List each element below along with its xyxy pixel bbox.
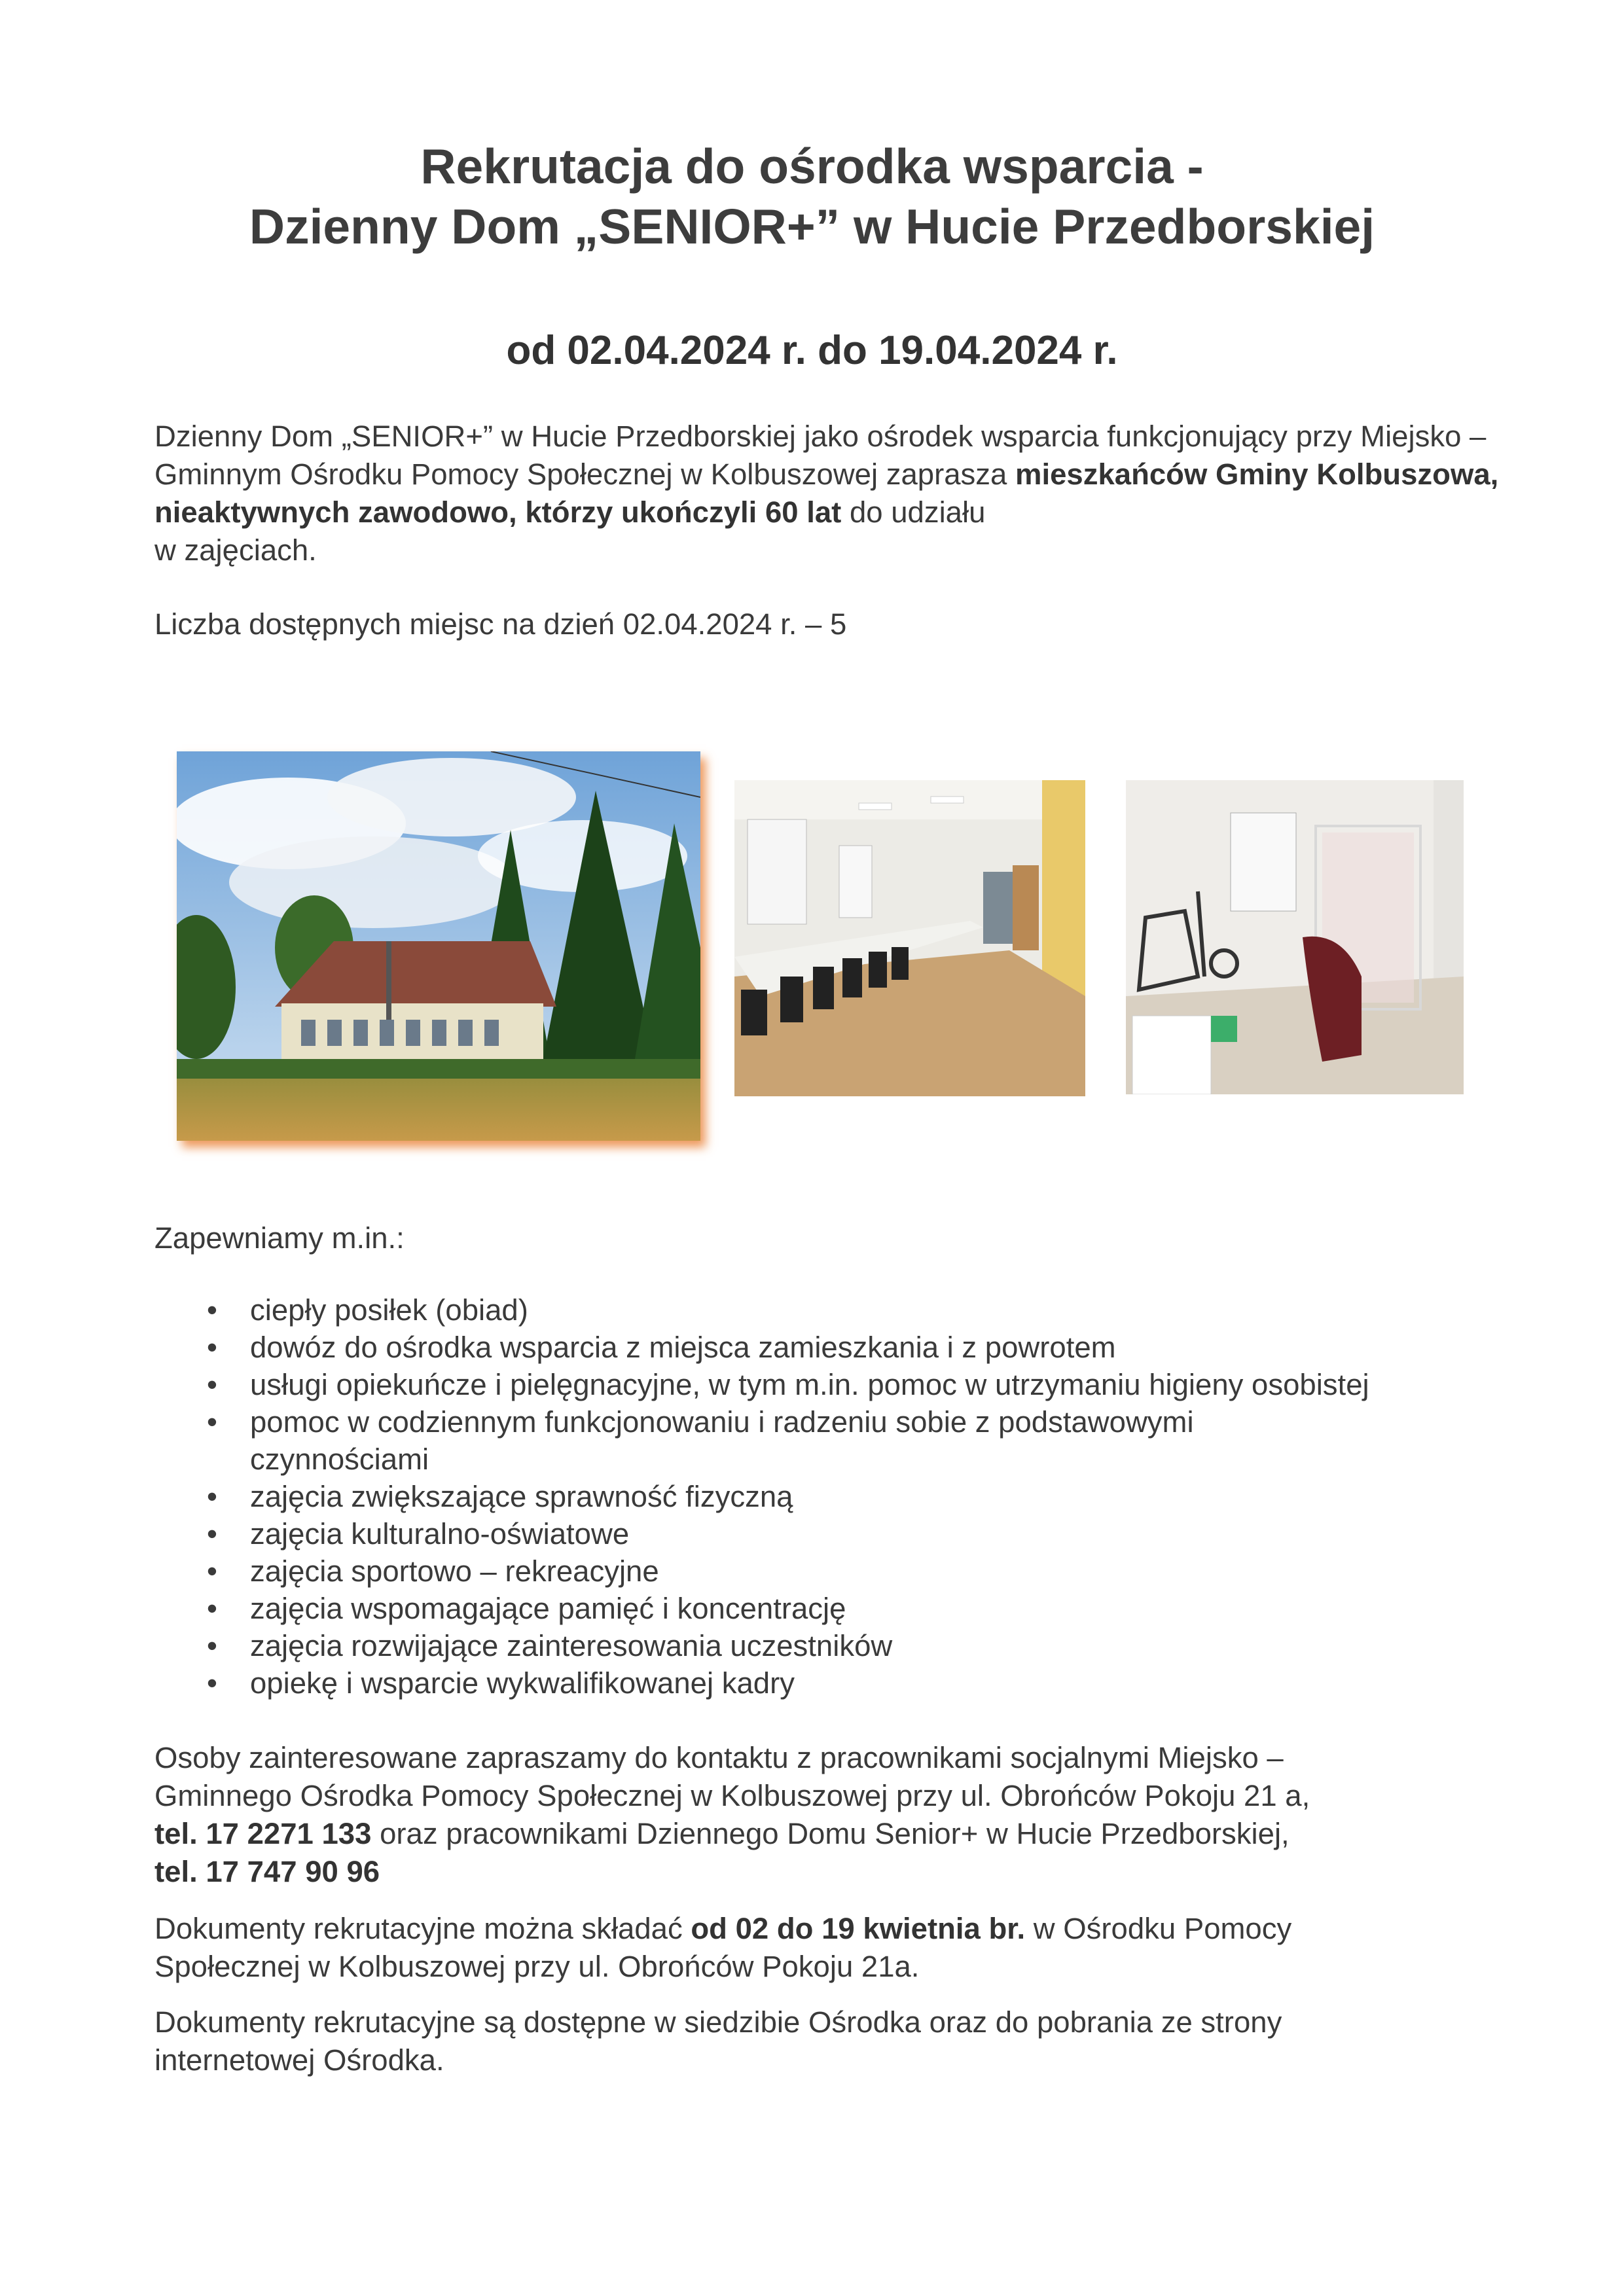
list-item: • dowóz do ośrodka wsparcia z miejsca zamieszkania i z powrotem	[154, 1329, 1529, 1366]
list-item: • ciepły posiłek (obiad)	[154, 1291, 1529, 1329]
recruitment-dates: od 02.04.2024 r. do 19.04.2024 r.	[506, 328, 1118, 373]
bullet-icon: •	[207, 1517, 217, 1551]
bullet-icon: •	[207, 1368, 217, 1401]
bullet-icon: •	[207, 1293, 217, 1327]
contact-paragraph: Osoby zainteresowane zapraszamy do kontaktu z pracownikami socjalnymi Miejsko – Gminnego Ośrodka Pomocy Społecznej w Kolbuszowej przy ul. Obrońców Pokoju 21 a, tel. 17 2271 133 oraz pracownikami Dziennego Domu Senior+ w Hucie Przedborskiej, tel. 17 747 90 96	[154, 1741, 1310, 1888]
intro-text: Dzienny Dom „SENIOR+” w Hucie Przedborskiej jako ośrodek wsparcia funkcjonujący przy Miejsko – Gminnym Ośrodku Pomocy Społecznej w Kolbuszowej zaprasza	[154, 420, 1487, 491]
bullet-icon: •	[207, 1666, 217, 1700]
bullet-icon: •	[207, 1405, 217, 1439]
bullet-icon: •	[207, 1592, 217, 1625]
phone-senior-home: tel. 17 747 90 96	[154, 1855, 380, 1888]
phone-mgops: tel. 17 2271 133	[154, 1817, 372, 1850]
submission-dates: od 02 do 19 kwietnia br.	[691, 1912, 1026, 1945]
intro-target-group: mieszkańców Gminy Kolbuszowa, nieaktywnych zawodowo, którzy ukończyli 60 lat	[154, 457, 1499, 529]
page-title	[0, 136, 1624, 257]
provide-heading: Zapewniamy m.in.:	[154, 1221, 405, 1255]
intro-text-end: w zajęciach.	[154, 533, 317, 567]
dining-room-photo	[734, 780, 1085, 1096]
bullet-icon: •	[207, 1480, 217, 1513]
bullet-icon: •	[207, 1554, 217, 1588]
gym-room-photo	[1126, 780, 1464, 1094]
intro-text-cont: do udziału	[841, 495, 986, 529]
list-item: • usługi opiekuńcze i pielęgnacyjne, w tym m.in. pomoc w utrzymaniu higieny osobistej	[154, 1366, 1529, 1403]
list-item: • zajęcia kulturalno-oświatowe	[154, 1515, 1529, 1552]
intro-paragraph	[154, 418, 1503, 569]
list-item: • zajęcia sportowo – rekreacyjne	[154, 1552, 1529, 1590]
list-item: • pomoc w codziennym funkcjonowaniu i radzeniu sobie z podstawowymi czynnościami	[154, 1403, 1529, 1478]
title-line-2: Dzienny Dom „SENIOR+” w Hucie Przedborskiej	[249, 199, 1375, 254]
bullet-icon: •	[207, 1331, 217, 1364]
title-line-1: Rekrutacja do ośrodka wsparcia -	[420, 139, 1204, 194]
services-list	[154, 1291, 1529, 1702]
documents-submission: Dokumenty rekrutacyjne można składać od 02 do 19 kwietnia br. w Ośrodku Pomocy Społecznej w Kolbuszowej przy ul. Obrońców Pokoju 21a.	[154, 1912, 1292, 1983]
list-item: • zajęcia rozwijające zainteresowania uczestników	[154, 1627, 1529, 1664]
documents-availability: Dokumenty rekrutacyjne są dostępne w siedzibie Ośrodka oraz do pobrania ze strony internetowej Ośrodka.	[154, 2005, 1282, 2077]
building-photo	[177, 751, 700, 1141]
list-item: • zajęcia wspomagające pamięć i koncentrację	[154, 1590, 1529, 1627]
available-places: Liczba dostępnych miejsc na dzień 02.04.2024 r. – 5	[154, 607, 847, 641]
bullet-icon: •	[207, 1629, 217, 1662]
list-item: • zajęcia zwiększające sprawność fizyczną	[154, 1478, 1529, 1515]
list-item: • opiekę i wsparcie wykwalifikowanej kadry	[154, 1664, 1529, 1702]
